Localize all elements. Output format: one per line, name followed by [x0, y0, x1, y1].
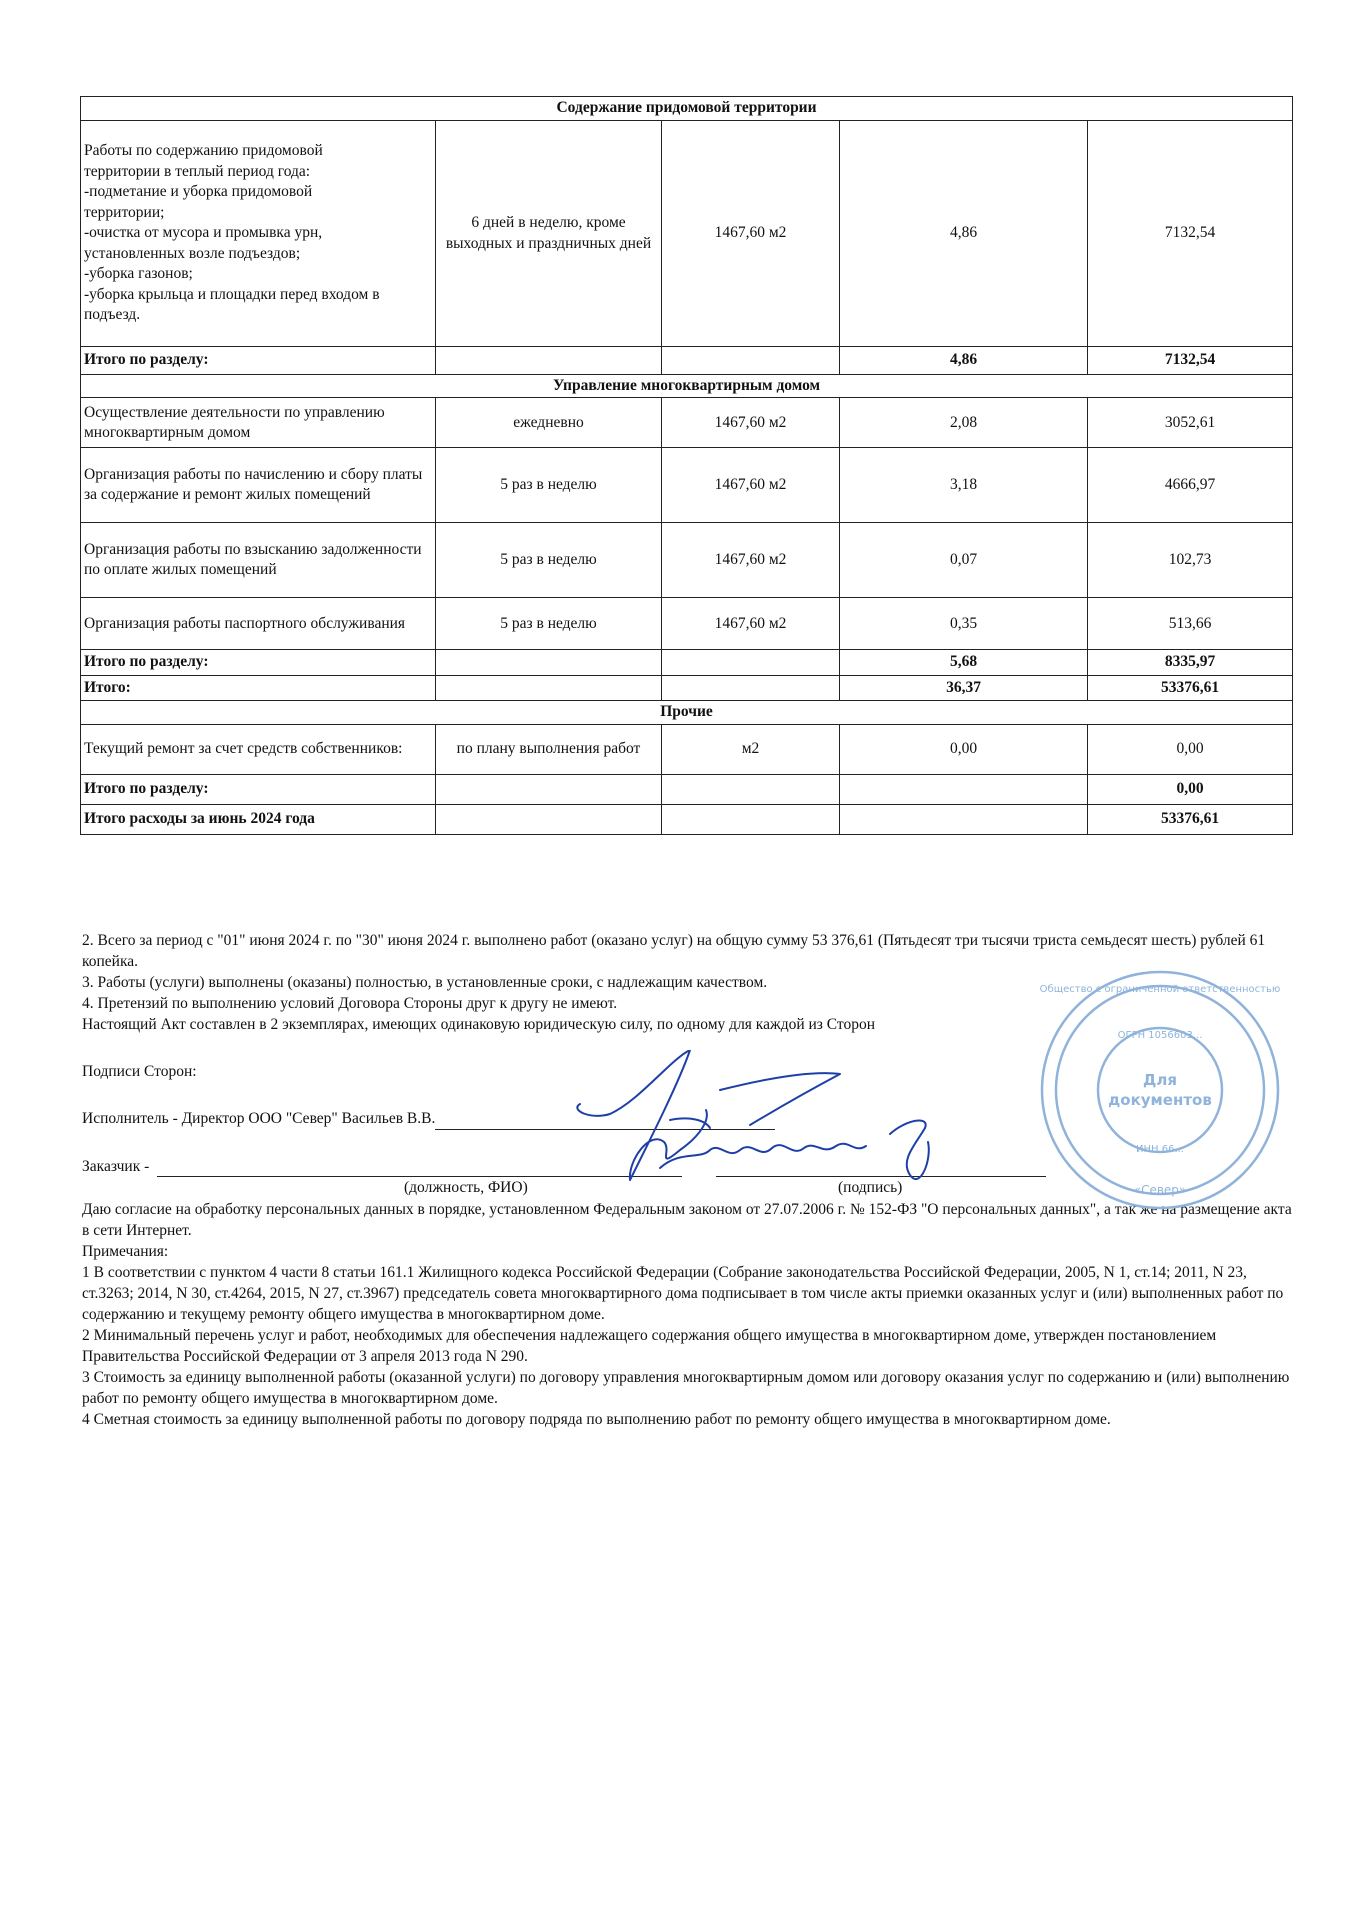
- grand-total-rate: 36,37: [840, 675, 1088, 700]
- row-billing-name: Организация работы по начислению и сбору платы за содержание и ремонт жилых помещений: [81, 448, 436, 523]
- row-passport-rate: 0,35: [840, 598, 1088, 650]
- row-debt-area: 1467,60 м2: [662, 523, 840, 598]
- row-management-sum: 3052,61: [1088, 398, 1293, 448]
- row-management-area: 1467,60 м2: [662, 398, 840, 448]
- section2-total-sum: 8335,97: [1088, 650, 1293, 675]
- note-1: 1 В соответствии с пунктом 4 части 8 статьи 161.1 Жилищного кодекса Российской Федерации (Собрание законодательства Российской Федерации, 2005, N 1, ст.14; 2011, N 23, ст.3263; 2014, N 30, ст.4264, 2015, N 27, ст.3967) председатель совета многоквартирного дома подписывает в том числе акты приемки оказанных услуг и (или) выполненных работ по содержанию и текущему ремонту общего имущества в многоквартирном доме.: [82, 1263, 1284, 1324]
- handwritten-signature: [560, 1050, 980, 1210]
- row-territory-freq: 6 дней в неделю, кроме выходных и праздничных дней: [436, 121, 662, 347]
- row-repair-name: Текущий ремонт за счет средств собственников:: [81, 724, 436, 774]
- row-debt-freq: 5 раз в неделю: [436, 523, 662, 598]
- section1-total-rate: 4,86: [840, 347, 1088, 375]
- executor-label: Исполнитель - Директор ООО "Север" Васильев В.В.: [82, 1110, 436, 1128]
- row-territory-sum: 7132,54: [1088, 121, 1293, 347]
- row-management-rate: 2,08: [840, 398, 1088, 448]
- works-table: [80, 96, 1293, 835]
- row-billing-freq: 5 раз в неделю: [436, 448, 662, 523]
- row-billing-rate: 3,18: [840, 448, 1088, 523]
- grand-total-label: Итого:: [81, 675, 436, 700]
- row-passport-sum: 513,66: [1088, 598, 1293, 650]
- row-repair-area: м2: [662, 724, 840, 774]
- row-debt-rate: 0,07: [840, 523, 1088, 598]
- consent-paragraph: Даю согласие на обработку персональных данных в порядке, установленном Федеральным законом от 27.07.2006 г. № 152-ФЗ "О персональных данных", а так же на размещение акта в сети Интернет.: [82, 1200, 1292, 1239]
- grand-total-sum: 53376,61: [1088, 675, 1293, 700]
- row-territory-name: Работы по содержанию придомовой территории в теплый период года: -подметание и уборка придомовой территории; -очистка от мусора и промывка урн, установленных возле подъездов; -уборка газонов; -уборка крыльца и площадки перед входом в подъезд.: [81, 121, 436, 347]
- svg-text:ОГРН 1056603...: ОГРН 1056603...: [1117, 1030, 1203, 1041]
- company-stamp: [1030, 960, 1290, 1220]
- note-4: 4 Сметная стоимость за единицу выполненной работы по договору подряда по выполнению работ по ремонту общего имущества в многоквартирном доме.: [82, 1411, 1111, 1429]
- row-passport-freq: 5 раз в неделю: [436, 598, 662, 650]
- notes-title: Примечания:: [82, 1242, 169, 1260]
- section-title-other: Прочие: [81, 701, 1293, 724]
- row-territory-rate: 4,86: [840, 121, 1088, 347]
- note-2: 2 Минимальный перечень услуг и работ, необходимых для обеспечения надлежащего содержания общего имущества в многоквартирном доме, утвержден постановлением Правительства Российской Федерации от 3 апреля 2013 года N 290.: [82, 1327, 1217, 1366]
- section3-total-sum: 0,00: [1088, 774, 1293, 804]
- row-territory-area: 1467,60 м2: [662, 121, 840, 347]
- section-title-management: Управление многоквартирным домом: [81, 375, 1293, 398]
- row-repair-sum: 0,00: [1088, 724, 1293, 774]
- svg-text:документов: документов: [1108, 1091, 1212, 1109]
- svg-text:Общество с ограниченной ответс: Общество с ограниченной ответственностью: [1039, 984, 1281, 995]
- caption-signature: (подпись): [838, 1178, 903, 1196]
- paragraph-no-claims: 4. Претензий по выполнению условий Договора Стороны друг к другу не имеют.: [82, 995, 618, 1013]
- paragraph-total-amount: 2. Всего за период с "01" июня 2024 г. по "30" июня 2024 г. выполнено работ (оказано услуг) на общую сумму 53 376,61 (Пятьдесят три тысячи триста семьдесят шесть) рублей 61 копейка.: [82, 932, 1266, 971]
- row-passport-area: 1467,60 м2: [662, 598, 840, 650]
- caption-position: (должность, ФИО): [404, 1178, 528, 1196]
- section2-total-label: Итого по разделу:: [81, 650, 436, 675]
- note-3: 3 Стоимость за единицу выполненной работы (оказанной услуги) по договору управления многоквартирным домом или договору оказания услуг по содержанию и (или) выполнению работ по ремонту общего имущества в многоквартирном доме.: [82, 1369, 1290, 1408]
- svg-text:Для: Для: [1143, 1071, 1177, 1089]
- expenses-total-sum: 53376,61: [1088, 804, 1293, 834]
- row-billing-area: 1467,60 м2: [662, 448, 840, 523]
- svg-text:«Север»: «Север»: [1133, 1183, 1187, 1197]
- svg-text:ИНН 66...: ИНН 66...: [1136, 1144, 1184, 1155]
- customer-label: Заказчик -: [82, 1157, 150, 1175]
- row-passport-name: Организация работы паспортного обслуживания: [81, 598, 436, 650]
- row-management-freq: ежедневно: [436, 398, 662, 448]
- section1-total-sum: 7132,54: [1088, 347, 1293, 375]
- section3-total-label: Итого по разделу:: [81, 774, 436, 804]
- row-debt-name: Организация работы по взысканию задолженности по оплате жилых помещений: [81, 523, 436, 598]
- section-title-territory: Содержание придомовой территории: [81, 97, 1293, 121]
- expenses-total-label: Итого расходы за июнь 2024 года: [81, 804, 436, 834]
- row-management-name: Осуществление деятельности по управлению многоквартирным домом: [81, 398, 436, 448]
- paragraph-copies: Настоящий Акт составлен в 2 экземплярах, имеющих одинаковую юридическую силу, по одному для каждой из Сторон: [82, 1016, 876, 1034]
- row-billing-sum: 4666,97: [1088, 448, 1293, 523]
- paragraph-quality: 3. Работы (услуги) выполнены (оказаны) полностью, в установленные сроки, с надлежащим качеством.: [82, 974, 768, 992]
- row-repair-freq: по плану выполнения работ: [436, 724, 662, 774]
- section1-total-label: Итого по разделу:: [81, 347, 436, 375]
- row-repair-rate: 0,00: [840, 724, 1088, 774]
- signatures-title: Подписи Сторон:: [82, 1063, 197, 1081]
- row-debt-sum: 102,73: [1088, 523, 1293, 598]
- section2-total-rate: 5,68: [840, 650, 1088, 675]
